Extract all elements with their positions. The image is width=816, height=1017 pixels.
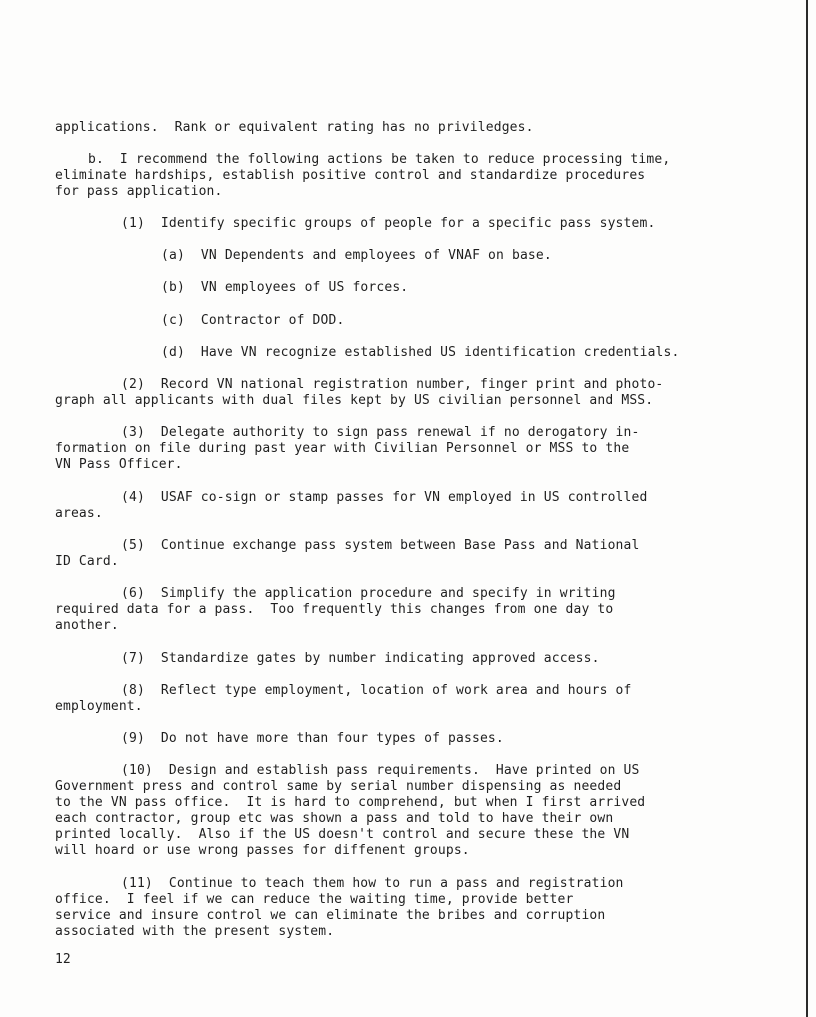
text-line: (10) Design and establish pass requirements. Have printed on US [121, 763, 640, 778]
text-line: b. I recommend the following actions be taken to reduce processing time, [88, 152, 671, 167]
text-line: to the VN pass office. It is hard to comprehend, but when I first arrived [55, 795, 646, 810]
text-line: (b) VN employees of US forces. [161, 280, 409, 295]
text-line: another. [55, 618, 119, 633]
text-line: associated with the present system. [55, 924, 335, 939]
text-line: (4) USAF co-sign or stamp passes for VN employed in US controlled [121, 490, 648, 505]
text-line: (8) Reflect type employment, location of work area and hours of [121, 683, 632, 698]
text-line: office. I feel if we can reduce the waiting time, provide better [55, 892, 574, 907]
text-line: required data for a pass. Too frequently this changes from one day to [55, 602, 614, 617]
text-line: (2) Record VN national registration number, finger print and photo- [121, 377, 664, 392]
text-line: (6) Simplify the application procedure and specify in writing [121, 586, 616, 601]
text-line: (a) VN Dependents and employees of VNAF on base. [161, 248, 552, 263]
text-line: areas. [55, 506, 103, 521]
text-line: eliminate hardships, establish positive control and standardize procedures [55, 168, 646, 183]
text-line: (d) Have VN recognize established US identification credentials. [161, 345, 680, 360]
text-line: (9) Do not have more than four types of passes. [121, 731, 504, 746]
text-line: (c) Contractor of DOD. [161, 313, 345, 328]
text-line: (3) Delegate authority to sign pass renewal if no derogatory in- [121, 425, 640, 440]
text-line: (5) Continue exchange pass system between Base Pass and National [121, 538, 640, 553]
text-line: (1) Identify specific groups of people for a specific pass system. [121, 216, 656, 231]
text-line: VN Pass Officer. [55, 457, 183, 472]
text-line: (7) Standardize gates by number indicating approved access. [121, 651, 600, 666]
text-line: service and insure control we can eliminate the bribes and corruption [55, 908, 606, 923]
text-line: applications. Rank or equivalent rating has no priviledges. [55, 120, 534, 135]
text-line: will hoard or use wrong passes for diffenent groups. [55, 843, 470, 858]
text-line: formation on file during past year with Civilian Personnel or MSS to the [55, 441, 630, 456]
page-number: 12 [55, 952, 71, 967]
text-line: employment. [55, 699, 143, 714]
text-line: Government press and control same by serial number dispensing as needed [55, 779, 622, 794]
text-line: for pass application. [55, 184, 223, 199]
text-line: graph all applicants with dual files kept by US civilian personnel and MSS. [55, 393, 654, 408]
page-edge-shadow [806, 0, 808, 1017]
text-line: printed locally. Also if the US doesn't control and secure these the VN [55, 827, 630, 842]
text-line: ID Card. [55, 554, 119, 569]
text-line: each contractor, group etc was shown a pass and told to have their own [55, 811, 614, 826]
text-line: (11) Continue to teach them how to run a pass and registration [121, 876, 624, 891]
